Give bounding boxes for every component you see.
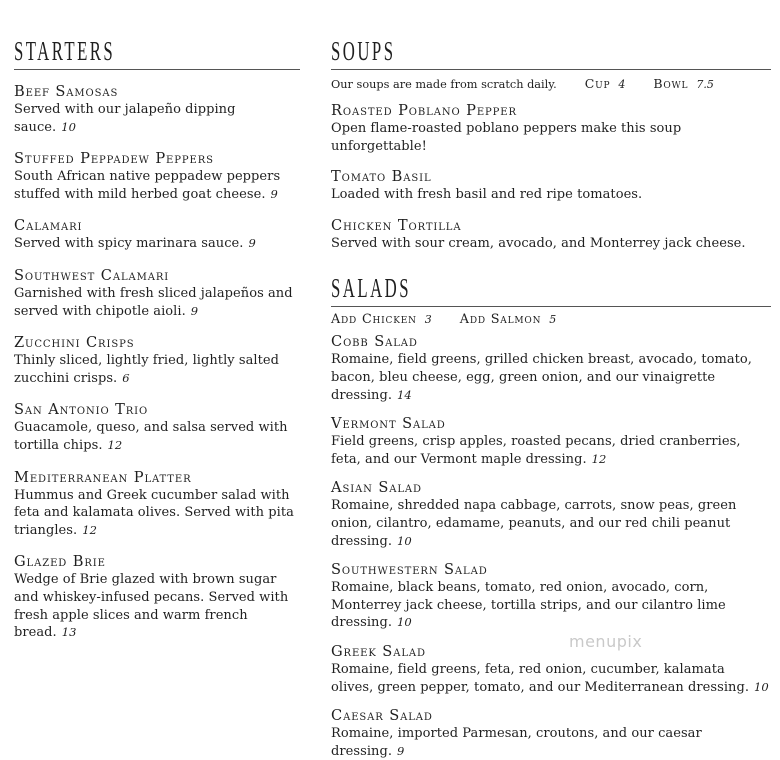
menu-item: [14, 217, 300, 253]
item-name: Beef Samosas: [14, 83, 119, 100]
menu-item: [14, 334, 300, 387]
cup-label: Cup: [584, 76, 611, 91]
item-description: Served with our jalapeño dipping sauce. 10: [14, 102, 236, 135]
menu-item: [331, 479, 771, 550]
item-price: 12: [107, 437, 123, 452]
menu-item: [331, 561, 771, 632]
add-chicken-price: 3: [424, 313, 432, 327]
item-price: 9: [248, 236, 256, 251]
item-name: Glazed Brie: [14, 553, 106, 571]
item-description: Served with spicy marinara sauce. 9: [14, 236, 256, 252]
item-price: 9: [270, 186, 278, 201]
item-price: 12: [591, 451, 607, 466]
item-description: Hummus and Greek cucumber salad with feta and kalamata olives. Served with pita triangles. 12: [14, 487, 294, 538]
item-name: Asian Salad: [331, 479, 422, 497]
bowl-label: Bowl: [653, 76, 689, 91]
starters-header: [14, 0, 300, 70]
item-description: Served with sour cream, avocado, and Monterrey jack cheese.: [331, 235, 746, 251]
soups-title: SOUPS: [331, 36, 396, 66]
item-price: 10: [754, 679, 769, 694]
bowl-price: 7.5: [696, 78, 714, 91]
soups-list: [331, 102, 771, 252]
item-description: Field greens, crisp apples, roasted pecans, dried cranberries, feta, and our Vermont maple dressing. 12: [331, 434, 741, 467]
item-description: Romaine, field greens, grilled chicken breast, avocado, tomato, bacon, bleu cheese, egg, green onion, and our vinaigrette dressing. 14: [331, 352, 752, 403]
item-price: 6: [122, 370, 130, 385]
item-name: Roasted Poblano Pepper: [331, 102, 517, 119]
menu-item: [331, 643, 771, 696]
add-salmon-label: Add Salmon: [459, 312, 542, 328]
item-name: Stuffed Peppadew Peppers: [14, 150, 214, 168]
soups-divider: [331, 69, 771, 70]
soups-header: [331, 0, 771, 70]
soups-note: [331, 77, 771, 92]
salads-title: SALADS: [331, 273, 411, 304]
item-name: Tomato Basil: [331, 168, 432, 186]
item-description: South African native peppadew peppers stuffed with mild herbed goat cheese. 9: [14, 169, 281, 202]
menu-item: [331, 217, 771, 253]
item-price: 10: [397, 615, 412, 630]
soups-note-text: Our soups are made from scratch daily.: [331, 78, 557, 91]
item-description: Romaine, black beans, tomato, red onion, avocado, corn, Monterrey jack cheese, tortilla strips, and our cilantro lime dressing. 10: [331, 580, 726, 631]
item-price: 10: [397, 533, 412, 548]
item-name: Mediterranean Platter: [14, 468, 192, 486]
item-price: 9: [190, 303, 199, 318]
salads-addons: [331, 311, 771, 328]
item-name: Cobb Salad: [331, 333, 418, 351]
salads-divider: [331, 306, 771, 307]
add-chicken-label: Add Chicken: [331, 312, 417, 328]
starters-column: [14, 0, 300, 642]
starters-list: [14, 83, 300, 642]
item-description: Romaine, shredded napa cabbage, carrots, snow peas, green onion, cilantro, edamame, peanuts, and our red chili peanut dressing. 10: [331, 498, 737, 549]
item-description: Guacamole, queso, and salsa served with tortilla chips. 12: [14, 420, 288, 453]
watermark-logo: menupix: [569, 632, 643, 651]
starters-title: STARTERS: [14, 36, 116, 66]
item-description: Loaded with fresh basil and red ripe tomatoes.: [331, 187, 643, 203]
menu-item: [14, 469, 300, 540]
salads-header: [331, 273, 771, 307]
item-name: Caesar Salad: [331, 707, 433, 725]
add-salmon-price: 5: [549, 313, 557, 327]
menu-item: [14, 553, 300, 641]
item-name: Calamari: [14, 217, 83, 235]
item-price: 12: [82, 522, 97, 537]
item-name: Southwestern Salad: [331, 561, 488, 579]
menu-item: [14, 83, 300, 136]
menu-item: [331, 707, 771, 760]
soups-salads-column: [331, 0, 771, 760]
menu-item: [14, 150, 300, 203]
item-name: Chicken Tortilla: [331, 216, 462, 234]
item-name: Greek Salad: [331, 642, 426, 660]
menu-item: [14, 267, 300, 320]
item-name: Zucchini Crisps: [14, 334, 135, 352]
menu-item: [331, 415, 771, 468]
cup-price: 4: [618, 78, 626, 91]
item-description: Thinly sliced, lightly fried, lightly salted zucchini crisps. 6: [14, 353, 279, 386]
item-description: Romaine, field greens, feta, red onion, cucumber, kalamata olives, green pepper, tomato, and our Mediterranean dressing. 10: [331, 661, 769, 695]
item-name: Southwest Calamari: [14, 266, 170, 284]
menu-item: [331, 168, 771, 204]
menu-item: [14, 401, 300, 454]
item-name: Vermont Salad: [331, 415, 446, 433]
item-name: San Antonio Trio: [14, 401, 149, 419]
menu-item: [331, 333, 771, 404]
menu-item: [331, 102, 771, 155]
item-description: Open flame-roasted poblano peppers make this soup unforgettable!: [331, 121, 682, 154]
item-price: 10: [61, 119, 76, 134]
item-price: 9: [397, 743, 405, 758]
item-description: Wedge of Brie glazed with brown sugar and whiskey-infused pecans. Served with fresh apple slices and warm french bread. 13: [14, 572, 289, 641]
salads-list: [331, 333, 771, 760]
item-description: Garnished with fresh sliced jalapeños and served with chipotle aioli. 9: [14, 285, 293, 319]
item-price: 14: [397, 387, 412, 402]
item-description: Romaine, imported Parmesan, croutons, and our caesar dressing. 9: [331, 726, 702, 759]
item-price: 13: [61, 625, 77, 640]
starters-divider: [14, 69, 300, 70]
